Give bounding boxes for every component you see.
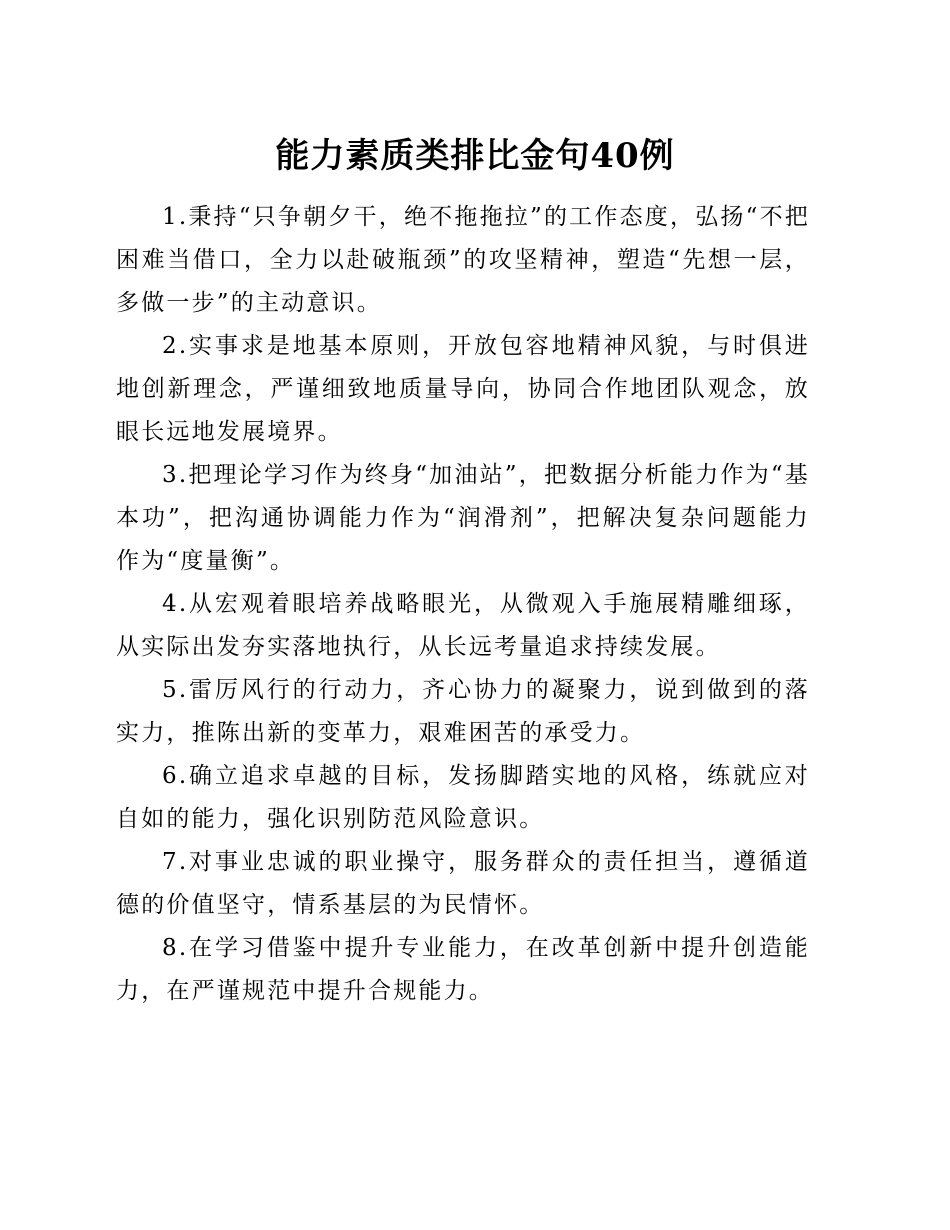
paragraph-4: 4.从宏观着眼培养战略眼光，从微观入手施展精雕细琢，从实际出发夯实落地执行，从长远考量追求持续发展。 [116, 591, 810, 660]
document-body [116, 196, 810, 1013]
paragraph-8: 8.在学习借鉴中提升专业能力，在改革创新中提升创造能力，在严谨规范中提升合规能力。 [116, 935, 810, 1004]
paragraph-3: 3.把理论学习作为终身“加油站”，把数据分析能力作为“基本功”，把沟通协调能力作为“润滑剂”，把解决复杂问题能力作为“度量衡”。 [116, 462, 810, 574]
document-title: 能力素质类排比金句40例 [275, 136, 675, 176]
paragraph-2: 2.实事求是地基本原则，开放包容地精神风貌，与时俱进地创新理念，严谨细致地质量导向，协同合作地团队观念，放眼长远地发展境界。 [116, 333, 810, 445]
paragraph-7: 7.对事业忠诚的职业操守，服务群众的责任担当，遵循道德的价值坚守，情系基层的为民情怀。 [116, 849, 810, 918]
paragraph-6: 6.确立追求卓越的目标，发扬脚踏实地的风格，练就应对自如的能力，强化识别防范风险意识。 [116, 763, 810, 832]
paragraph-5: 5.雷厉风行的行动力，齐心协力的凝聚力，说到做到的落实力，推陈出新的变革力，艰难困苦的承受力。 [116, 677, 810, 746]
paragraph-1: 1.秉持“只争朝夕干，绝不拖拖拉”的工作态度，弘扬“不把困难当借口，全力以赴破瓶颈”的攻坚精神，塑造“先想一层，多做一步”的主动意识。 [116, 204, 810, 316]
